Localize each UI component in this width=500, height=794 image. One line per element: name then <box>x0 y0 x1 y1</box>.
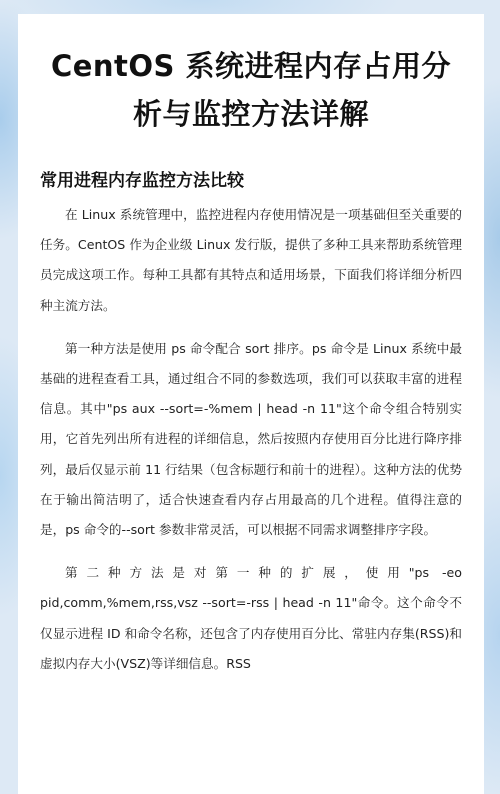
article-page <box>18 14 484 794</box>
paragraph-intro: 在 Linux 系统管理中，监控进程内存使用情况是一项基础但至关重要的任务。CentOS 作为企业级 Linux 发行版，提供了多种工具来帮助系统管理员完成这项工作。每种工具都有其特点和适用场景，下面我们将详细分析四种主流方法。 <box>40 207 462 313</box>
paragraph-method-one: 第一种方法是使用 ps 命令配合 sort 排序。ps 命令是 Linux 系统中最基础的进程查看工具，通过组合不同的参数选项，我们可以获取丰富的进程信息。其中"ps aux --sort=-%mem | head -n 11"这个命令组合特别实用，它首先列出所有进程的详细信息，然后按照内存使用百分比进行降序排列，最后仅显示前 11 行结果（包含标题行和前十的进程）。这种方法的优势在于输出简洁明了，适合快速查看内存占用最高的几个进程。值得注意的是，ps 命令的--sort 参数非常灵活，可以根据不同需求调整排序字段。 <box>40 340 462 538</box>
article-title: CentOS 系统进程内存占用分析与监控方法详解 <box>50 49 452 131</box>
section-heading: 常用进程内存监控方法比较 <box>40 171 244 191</box>
paragraph-method-two: 第二种方法是对第一种的扩展，使用"ps -eo pid,comm,%mem,rss,vsz --sort=-rss | head -n 11"命令。这个命令不仅显示进程 ID 和命令名称，还包含了内存使用百分比、常驻内存集(RSS)和虚拟内存大小(VSZ)等详细信息。RSS <box>40 565 462 671</box>
